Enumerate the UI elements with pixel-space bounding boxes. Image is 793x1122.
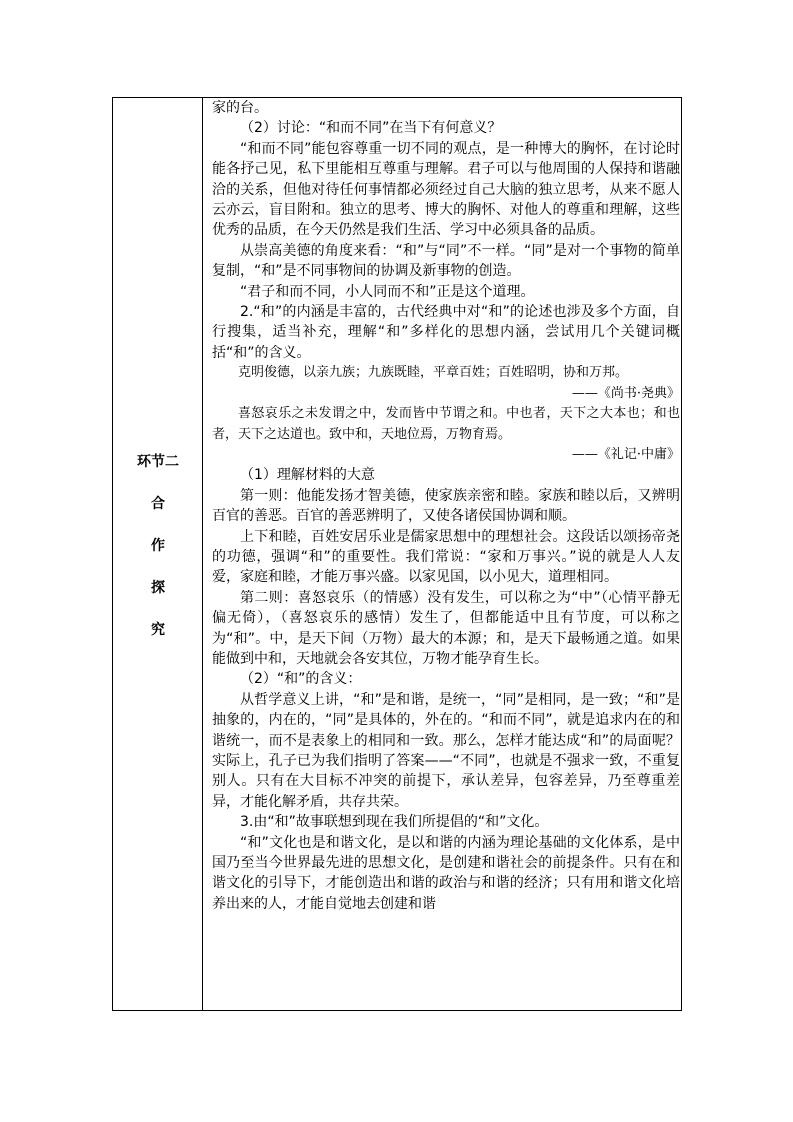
section-cell <box>113 98 203 1010</box>
paragraph: “和”文化也是和谐文化，是以和谐的内涵为理论基础的文化体系，是中国乃至当今世界最先进的思想文化，是创建和谐社会的前提条件。只有在和谐文化的引导下，才能创造出和谐的政治与和谐的经济；只有用和谐文化培养出来的人，才能自觉地去创建和谐 <box>212 834 680 912</box>
classic-quote: 喜怒哀乐之未发谓之中，发而皆中节谓之和。中也者，天下之大本也；和也者，天下之达道也。致中和，天地位焉，万物育焉。 <box>212 406 680 442</box>
paragraph: “君子和而不同，小人同而不和”正是这个道理。 <box>240 283 535 300</box>
section-char: 探 <box>151 580 165 596</box>
paragraph: 第二则：喜怒哀乐（的情感）没有发生，可以称之为“中”（心情平静无偏无倚），（喜怒哀乐的感情）发生了，但都能适中且有节度，可以称之为“和”。中，是天下间（万物）最大的本源；和，是天下最畅通之道。如果能做到中和，天地就会各安其位，万物才能孕育生长。 <box>212 589 680 667</box>
paragraph: 家的台。 <box>212 100 268 116</box>
classic-quote: 克明俊德，以亲九族；九族既睦，平章百姓；百姓昭明，协和万邦。 <box>238 365 629 381</box>
paragraph: （1）理解材料的大意 <box>240 467 375 484</box>
paragraph: （2）“和”的含义： <box>240 671 362 688</box>
paragraph: 从崇高美德的角度来看：“和”与“同”不一样。“同”是对一个事物的简单复制，“和”是不同事物间的协调及新事物的创造。 <box>212 242 680 280</box>
section-title: 环节二 <box>137 454 179 470</box>
section-char: 作 <box>151 538 165 554</box>
content-cell <box>212 98 680 914</box>
quote-source: ——《礼记·中庸》 <box>571 446 680 462</box>
paragraph: 2.“和”的内涵是丰富的，古代经典中对“和”的论述也涉及多个方面，自行搜集，适当补充，理解“和”多样化的思想内涵，尝试用几个关键词概括“和”的含义。 <box>212 304 680 361</box>
paragraph: （2）讨论：“和而不同”在当下有何意义？ <box>240 120 502 137</box>
paragraph: “和而不同”能包容尊重一切不同的观点，是一种博大的胸怀，在讨论时能各抒己见，私下里能相互尊重与理解。君子可以与他周围的人保持和谐融洽的关系，但他对待任何事情都必须经过自己大脑的独立思考，从来不愿人云亦云，盲目附和。独立的思考、博大的胸怀、对他人的尊重和理解，这些优秀的品质，在今天仍然是我们生活、学习中必须具备的品质。 <box>212 140 680 239</box>
quote-source: ——《尚书·尧典》 <box>571 385 680 401</box>
paragraph: 从哲学意义上讲，“和”是和谐，是统一，“同”是相同，是一致；“和”是抽象的，内在的，“同”是具体的，外在的。“和而不同”，就是追求内在的和谐统一，而不是表象上的相同和一致。那么，怎样才能达成“和”的局面呢？实际上，孔子已为我们指明了答案——“不同”，也就是不强求一致，不重复别人。只有在大目标不冲突的前提下，承认差异，包容差异，乃至尊重差异，才能化解矛盾，共存共荣。 <box>212 691 680 810</box>
lesson-table <box>112 97 682 1011</box>
section-char: 合 <box>151 496 165 512</box>
paragraph: 上下和睦，百姓安居乐业是儒家思想中的理想社会。这段话以颂扬帝尧的功德，强调“和”的重要性。我们常说：“家和万事兴。”说的就是人人友爱，家庭和睦，才能万事兴盛。以家见国，以小见大，道理相同。 <box>212 528 680 586</box>
paragraph: 3.由“和”故事联想到现在我们所提倡的“和”文化。 <box>240 814 549 831</box>
section-char: 究 <box>151 622 165 638</box>
paragraph: 第一则：他能发扬才智美德，使家族亲密和睦。家族和睦以后，又辨明百官的善恶。百官的善恶辨明了，又使各诸侯国协调和顺。 <box>212 487 680 525</box>
